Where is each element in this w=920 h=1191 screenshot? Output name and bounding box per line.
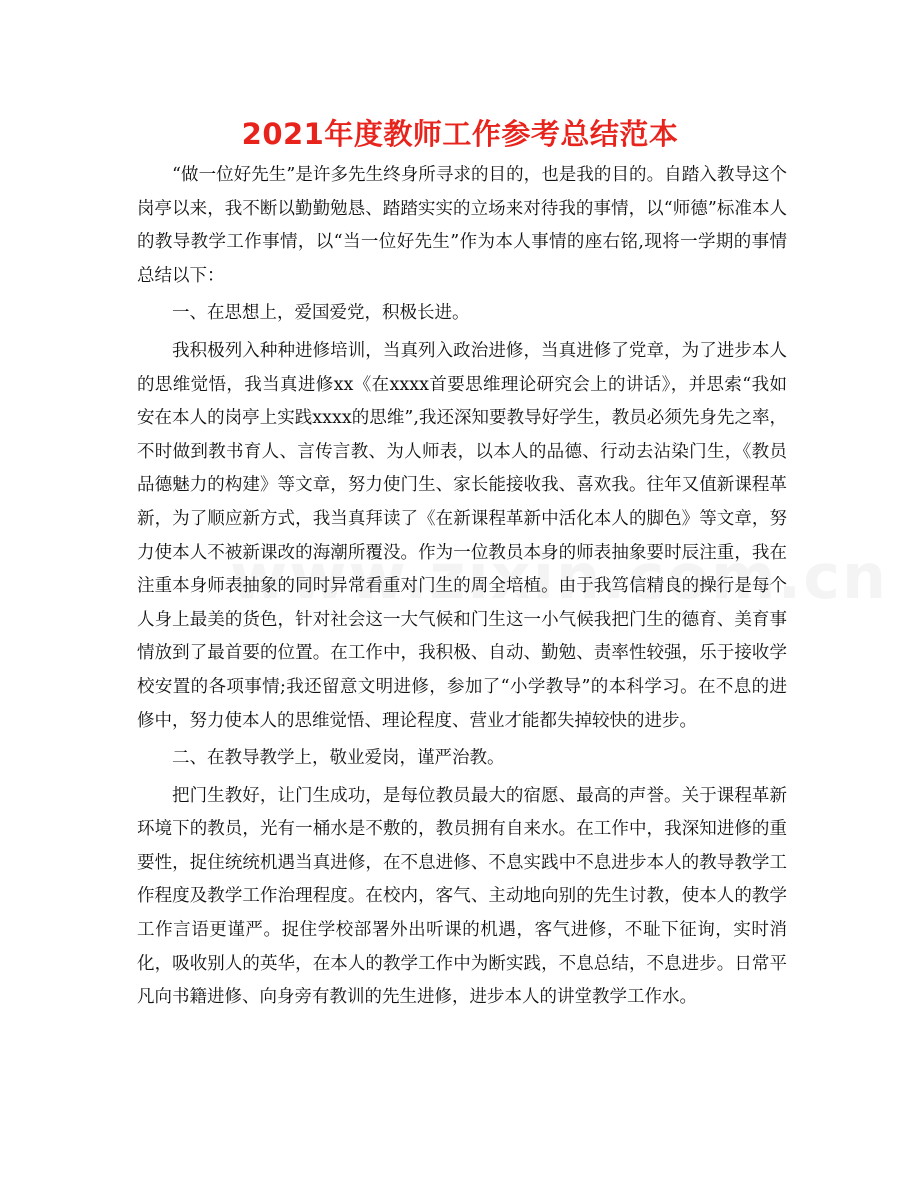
document-body xyxy=(137,159,787,1019)
paragraph-section-2: 把门生教好，让门生成功，是每位教员最大的宿愿、最高的声誉。关于课程革新环境下的教员，光有一桶水是不敷的，教员拥有自来水。在工作中，我深知进修的重要性，捉住统统机遇当真进修，在不息进修、不息实践中不息进步本人的教导教学工作程度及教学工作治理程度。在校内，客气、主动地向别的先生讨教，使本人的教学工作言语更谨严。捉住学校部署外出听课的机遇，客气进修，不耻下征询，实时消化，吸收别人的英华，在本人的教学工作中为断实践，不息总结，不息进步。日常平凡向书籍进修、向身旁有教训的先生进修，进步本人的讲堂教学工作水。 xyxy=(137,785,787,1008)
document-title: 2021年度教师工作参考总结范本 xyxy=(241,117,679,151)
section-heading-1: 一、在思想上，爱国爱党，积极长进。 xyxy=(172,303,470,324)
paragraph-intro: “做一位好先生”是许多先生终身所寻求的目的，也是我的目的。自踏入教导这个岗亭以来，我不断以勤勤勉恳、踏踏实实的立场来对待我的事情，以“师德”标准本人的教导教学工作事情，以“当一位好先生”作为本人事情的座右铭,现将一学期的事情总结以下： xyxy=(137,165,787,286)
section-heading-2: 二、在教导教学上，敬业爱岗，谨严治教。 xyxy=(172,748,505,769)
paragraph-section-1: 我积极列入种种进修培训，当真列入政治进修，当真进修了党章，为了进步本人的思维觉悟，我当真进修xx《在xxxx首要思维理论研究会上的讲话》，并思索“我如安在本人的岗亭上实践xxxx的思维”,我还深知要教导好学生，教员必须先身先之率，不时做到教书育人、言传言教、为人师表，以本人的品德、行动去沾染门生，《教员品德魅力的构建》等文章，努力使门生、家长能接收我、喜欢我。往年又值新课程革新，为了顺应新方式，我当真拜读了《在新课程革新中活化本人的脚色》等文章，努力使本人不被新课改的海潮所覆没。作为一位教员本身的师表抽象要时辰注重，我在注重本身师表抽象的同时异常看重对门生的周全培植。由于我笃信精良的操行是每个人身上最美的货色，针对社会这一大气候和门生这一小气候我把门生的德育、美育事情放到了最首要的位置。在工作中，我积极、自动、勤勉、责率性较强，乐于接收学校安置的各项事情;我还留意文明进修，参加了“小学教导”的本科学习。在不息的进修中，努力使本人的思维觉悟、理论程度、营业才能都失掉较快的进步。 xyxy=(137,340,787,731)
